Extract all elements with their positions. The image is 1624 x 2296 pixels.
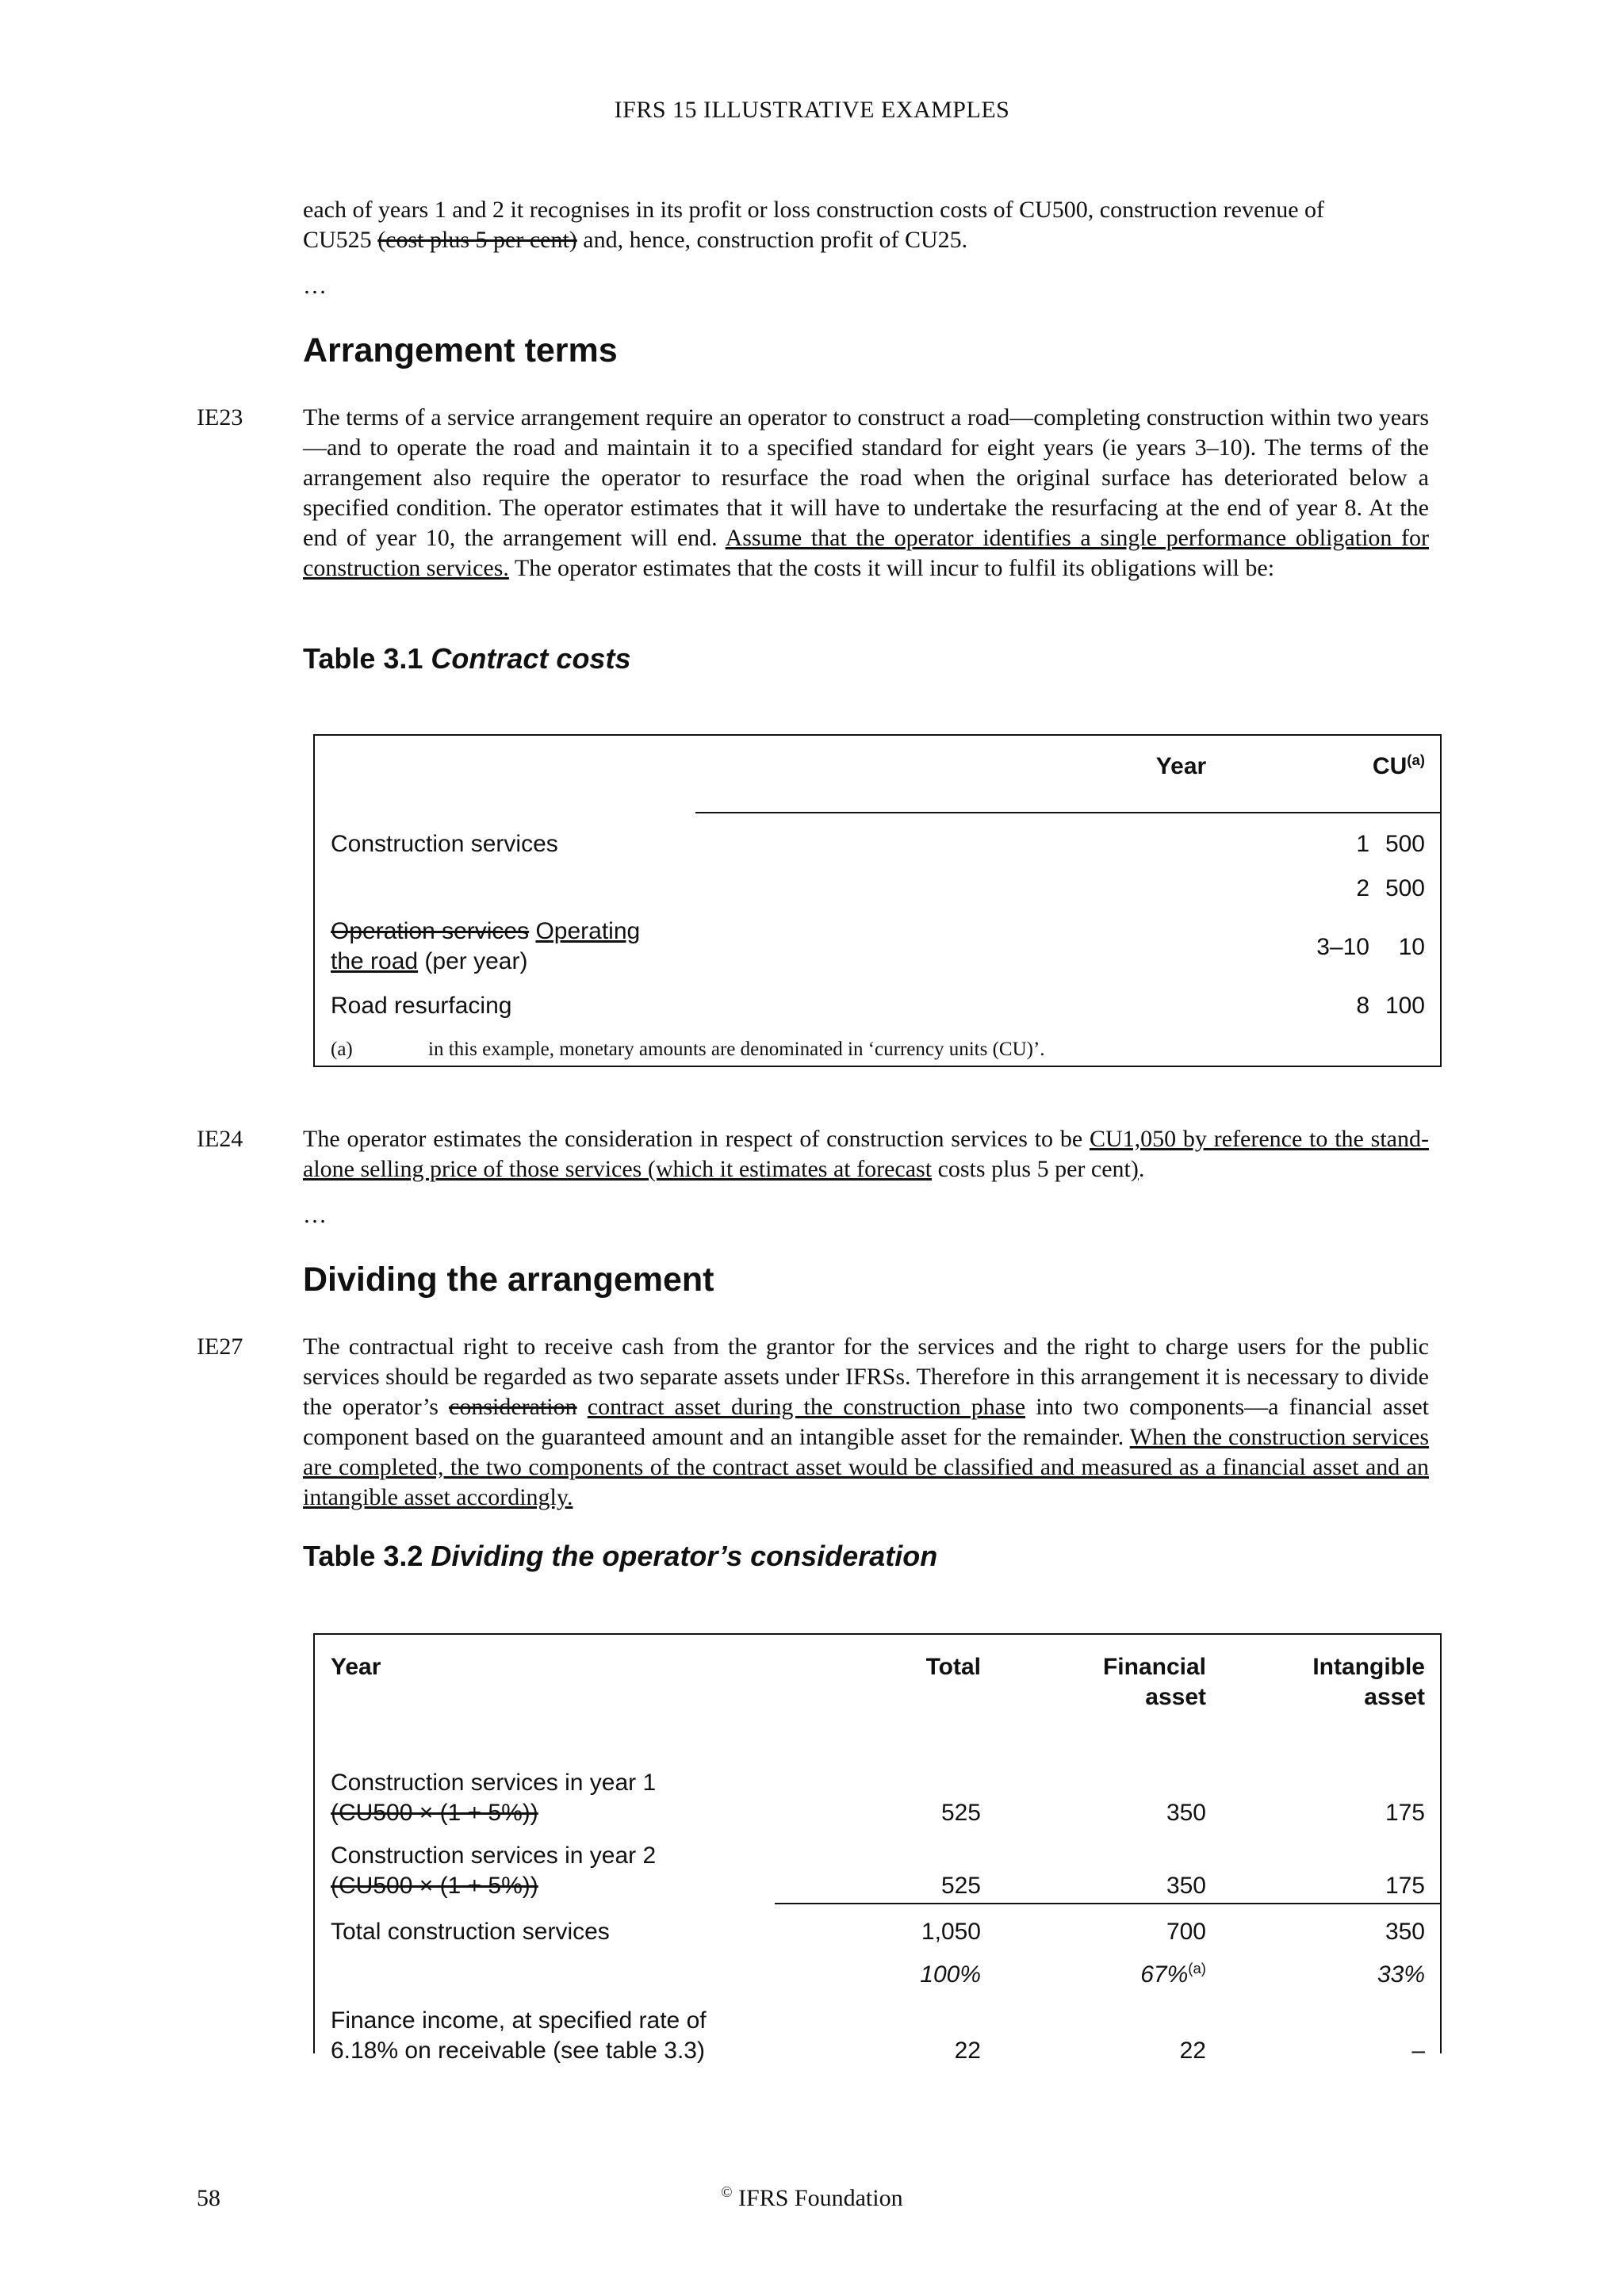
table1-row4-cu: 100: [1385, 993, 1425, 1019]
table2-row2-intangible: 175: [1385, 1873, 1425, 1899]
table1-row1-cu: 500: [1385, 831, 1425, 857]
page-header: IFRS 15 ILLUSTRATIVE EXAMPLES: [614, 97, 1010, 123]
table1-header-rule: [695, 812, 1442, 813]
table2-row5-intangible: –: [1411, 2038, 1425, 2064]
table-contract-costs: [313, 734, 1442, 1067]
table1-row3-struck: Operation services: [331, 918, 530, 944]
table2-row1-financial-value: 350: [1166, 1800, 1206, 1826]
table2-row5-label-1: Finance income, at specified rate of: [331, 2007, 707, 2034]
ie27-text-a: The contractual right to receive cash from the grantor for the services and the right to charge users for the public services should be regarded as two separate assets under IFRSs. Therefore in this arrangement it is necessary to divide the operator’s: [303, 1334, 1429, 1420]
footer-org: IFRS Foundation: [732, 2185, 903, 2211]
table2-row5-financial: [870, 2036, 1206, 2066]
table1-row3-year: 3–10: [1316, 934, 1369, 960]
table2-row5-financial-value: 22: [1179, 2038, 1206, 2064]
table1-row4-year: 8: [1356, 993, 1369, 1019]
table2-row4-total-pct: 100%: [920, 1961, 981, 1988]
table2-header-year: Year: [331, 1654, 381, 1680]
copyright-symbol: ©: [721, 2184, 733, 2201]
table-dividing-consideration: [313, 1633, 1442, 2064]
table2-row4-financial-sup: (a): [1188, 1960, 1206, 1976]
table1-caption: [303, 642, 630, 675]
table2-row1-label-1: Construction services in year 1: [331, 1770, 657, 1796]
intro-text-b: and, hence, construction profit of CU25.: [576, 227, 968, 253]
table2-header-financial-line-2: asset: [1145, 1684, 1206, 1710]
para-ie24: [303, 1124, 1429, 1184]
ie27-text-b: into two components—a financial asset component based on the guaranteed amount and an intangible asset for the remainder.: [303, 1394, 1429, 1450]
table2-row3-total: 1,050: [921, 1919, 981, 1945]
ie23-text-b: The operator estimates that the costs it will incur to fulfil its obligations will be:: [508, 555, 1275, 581]
intro-ellipsis: …: [303, 273, 327, 299]
table2-row1-intangible: 175: [1385, 1800, 1425, 1826]
table2-header-financial-2-wrapper: [870, 1682, 1206, 1712]
table1-header-cu-sup: (a): [1407, 752, 1425, 768]
ie24-text-a: The operator estimates the consideration in respect of construction services to be: [303, 1126, 1090, 1152]
table1-row1-year: 1: [1356, 831, 1369, 857]
ie23-text-a: The terms of a service arrangement require an operator to construct a road—completing construction within two years—and to operate the road and maintain it to a specified standard for eight years (ie years 3–10). The terms of the arrangement also require the operator to resurface the road when the original surface has deteriorated below a specified condition. The operator estimates that it will have to undertake the resurfacing at the end of year 8. At the end of year 10, the arrangement will end.: [303, 404, 1429, 551]
table2-row2-financial-value: 350: [1166, 1873, 1206, 1899]
ie24-ellipsis: …: [303, 1202, 327, 1228]
intro-text-a: CU525: [303, 227, 378, 253]
table2-row5-label-2: 6.18% on receivable (see table 3.3): [331, 2038, 705, 2064]
table2-row2-label-1: Construction services in year 2: [331, 1843, 657, 1869]
table2-header-financial-wrapper: [870, 1652, 1206, 1682]
table1-row4-label: Road resurfacing: [331, 993, 512, 1019]
table2-row5-total: 22: [954, 2038, 981, 2064]
ie27-space: [577, 1394, 588, 1420]
ie24-text-c: .: [1138, 1156, 1145, 1182]
table2-row3-financial: [870, 1917, 1206, 1947]
table2-row2-label-2: (CU500 × (1 + 5%)): [331, 1873, 538, 1899]
table2-row3-financial-value: 700: [1166, 1919, 1206, 1945]
para-label-ie27: IE27: [197, 1334, 243, 1360]
table1-header-cu-text: CU: [1372, 753, 1408, 779]
heading-dividing-arrangement: Dividing the arrangement: [303, 1261, 714, 1299]
para-ie27: [303, 1332, 1429, 1513]
table2-header-intangible-1: Intangible: [1312, 1654, 1425, 1680]
table1-caption-title: Contract costs: [431, 642, 631, 675]
intro-paragraph: [303, 195, 1429, 255]
table2-caption: [303, 1540, 937, 1573]
table2-header-total: Total: [925, 1654, 981, 1680]
para-label-ie23: IE23: [197, 404, 243, 430]
table1-caption-number: Table 3.1: [303, 642, 431, 675]
table2-row2-total: 525: [940, 1873, 981, 1899]
ie23-underlined-text: Assume that the operator identifies a single performance obligation for construction services.: [303, 525, 1429, 581]
table2-header-intangible-2: asset: [1364, 1684, 1425, 1710]
table2-caption-title: Dividing the operator’s consideration: [431, 1540, 938, 1572]
table2-row2-financial: [870, 1871, 1206, 1901]
table1-row3-underlined: Operating the road: [331, 918, 641, 974]
table2-row1-label-2: (CU500 × (1 + 5%)): [331, 1800, 538, 1826]
table2-row4-financial-pct-value: 67%: [1140, 1961, 1189, 1988]
table1-footnote-mark: (a): [331, 1039, 353, 1060]
footer-copyright: [0, 2185, 1624, 2212]
page-number: 58: [197, 2185, 220, 2211]
intro-struck-text: (cost plus 5 per cent): [377, 227, 577, 253]
table2-row1-financial: [870, 1798, 1206, 1828]
table2-row3-label: Total construction services: [331, 1919, 610, 1945]
table2-subtotal-rule: [775, 1903, 1442, 1904]
table2-row4-financial-pct: [870, 1960, 1206, 1990]
table2-header-financial-line-1: Financial: [1102, 1654, 1206, 1680]
table1-row2-cu: 500: [1385, 875, 1425, 901]
table1-row3-cu: 10: [1398, 934, 1425, 960]
ie27-struck: consideration: [449, 1394, 577, 1420]
table2-row4-intangible-pct: 33%: [1377, 1961, 1425, 1988]
table1-row3-rest: (per year): [418, 948, 528, 974]
table1-header-year: Year: [1155, 753, 1207, 779]
heading-arrangement-terms: Arrangement terms: [303, 331, 618, 369]
intro-line-2: [303, 225, 1429, 255]
ie24-underlined-2: ): [1130, 1156, 1139, 1182]
intro-line-1: each of years 1 and 2 it recognises in its profit or loss construction costs of CU500, construction revenue of: [303, 197, 1325, 223]
para-ie23: [303, 403, 1429, 584]
table2-row1-total: 525: [940, 1800, 981, 1826]
table1-row2-year: 2: [1356, 875, 1369, 901]
table1-row1-label: Construction services: [331, 831, 558, 857]
table1-header-cu: [1187, 752, 1425, 782]
para-label-ie24: IE24: [197, 1126, 243, 1152]
ie27-underlined-2: When the construction services are completed, the two components of the contract asset would be classified and measured as a financial asset and an intangible asset accordingly.: [303, 1424, 1430, 1510]
table2-caption-number: Table 3.2: [303, 1540, 431, 1572]
table1-row3-label: [331, 916, 680, 977]
ie24-underlined-1: CU1,050 by reference to the stand-alone selling price of those services (which it estimates at forecast: [303, 1126, 1429, 1182]
table2-row3-intangible: 350: [1385, 1919, 1425, 1945]
ie24-text-b: costs plus 5 per cent: [932, 1156, 1131, 1182]
table1-footnote-text: in this example, monetary amounts are denominated in ‘currency units (CU)’.: [428, 1039, 1045, 1060]
ie27-underlined-1: contract asset during the construction phase: [587, 1394, 1026, 1420]
